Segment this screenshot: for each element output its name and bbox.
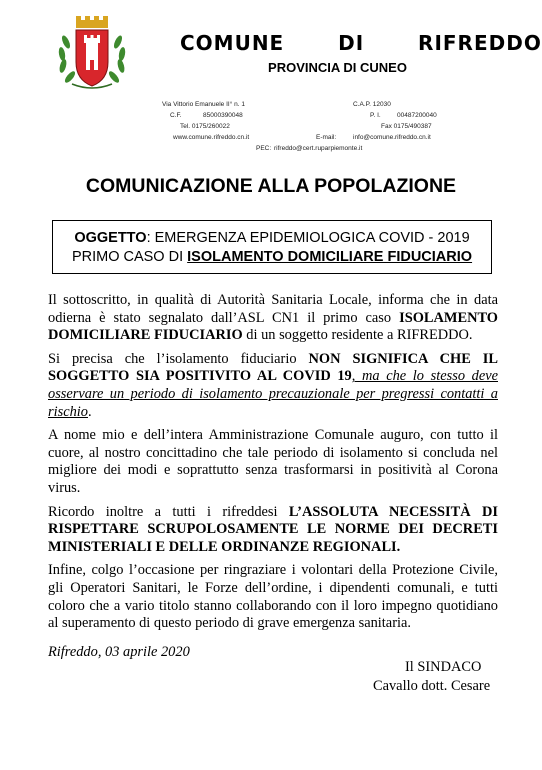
paragraph-2 [48, 351, 498, 421]
p2-end: . [87, 403, 92, 420]
subject-box [52, 220, 492, 274]
municipal-crest-icon [52, 14, 132, 94]
p2-emphasis: NON SIGNIFICA CHE IL SOGGETTO SIA POSITIVITO AL COVID 19 [48, 350, 498, 385]
p1-end: di un soggetto residente a RIFREDDO. [242, 327, 473, 344]
contact-email-label: E-mail: [316, 134, 337, 141]
contact-piva-value: 00487200040 [397, 112, 437, 119]
subject-line-1 [53, 230, 491, 246]
p2-italic: , ma che lo stesso deve osservare un periodo di isolamento precauzionale per pregressi contatti a rischio [48, 368, 498, 420]
page-title: COMUNICAZIONE ALLA POPOLAZIONE [85, 175, 457, 197]
contact-address: Via Vittorio Emanuele II° n. 1 [162, 101, 245, 108]
subject-label: OGGETTO [74, 230, 147, 246]
paragraph-5: Infine, colgo l’occasione per ringraziare i volontari della Protezione Civile, gli Operatori Sanitari, le Forze dell’ordine, i dipendenti comunali, e tutti coloro che a vario titolo stanno collaborando con il loro impegno quotidiano al superamento di questo periodo di grave emergenza sanitaria. [48, 562, 498, 632]
contact-cf-value: 85000390048 [203, 112, 243, 119]
p4-emphasis: L’ASSOLUTA NECESSITÀ DI RISPETTARE SCRUPOLOSAMENTE LE NORME DEI DECRETI MINISTERIALI E DELLE ORDINANZE REGIONALI. [48, 503, 498, 555]
contact-website[interactable]: www.comune.rifreddo.cn.it [173, 134, 250, 141]
contact-tel: Tel. 0175/260022 [180, 123, 230, 130]
date-line: Rifreddo, 03 aprile 2020 [48, 644, 190, 660]
paragraph-3: A nome mio e dell’intera Amministrazione Comunale auguro, con tutto il cuore, al nostro concittadino che tale periodo di isolamento si concluda nel migliore dei modi e soprattutto senza trasformarsi in positività al Corona virus. [48, 427, 498, 496]
subject-line-2 [53, 249, 491, 265]
contact-pec-link[interactable]: rifreddo@cert.ruparpiemonte.it [274, 145, 363, 152]
municipality-name: COMUNE DI RIFREDDO [180, 31, 542, 55]
signature-name: Cavallo dott. Cesare [373, 678, 491, 694]
contact-fax: Fax 0175/490387 [381, 123, 432, 130]
p4-text: Ricordo inoltre a tutti i rifreddesi [48, 503, 289, 520]
p1-emphasis: ISOLAMENTO DOMICILIARE FIDUCIARIO [48, 309, 498, 344]
subject-emphasis: ISOLAMENTO DOMICILIARE FIDUCIARIO [187, 249, 473, 265]
paragraph-4 [48, 504, 498, 557]
p2-text: Si precisa che l’isolamento fiduciario [48, 350, 309, 367]
subject-prefix: PRIMO CASO DI [71, 249, 188, 265]
p1-text: Il sottoscritto, in qualità di Autorità Sanitaria Locale, informa che in data odierna è stato segnalato dall’ASL CN1 il primo caso [48, 292, 498, 326]
announcement-body [48, 292, 498, 639]
contact-piva-label: P. I. [370, 112, 381, 119]
contact-cap: C.A.P. 12030 [353, 101, 391, 108]
subject-text: : EMERGENZA EPIDEMIOLOGICA COVID - 2019 [146, 230, 470, 246]
province-name: PROVINCIA DI CUNEO [268, 60, 407, 75]
signature-title: Il SINDACO [405, 659, 482, 675]
contact-cf-label: C.F. [170, 112, 182, 119]
paragraph-1 [48, 292, 498, 345]
contact-pec-label: PEC: [256, 145, 272, 152]
contact-email-link[interactable]: info@comune.rifreddo.cn.it [353, 134, 431, 141]
